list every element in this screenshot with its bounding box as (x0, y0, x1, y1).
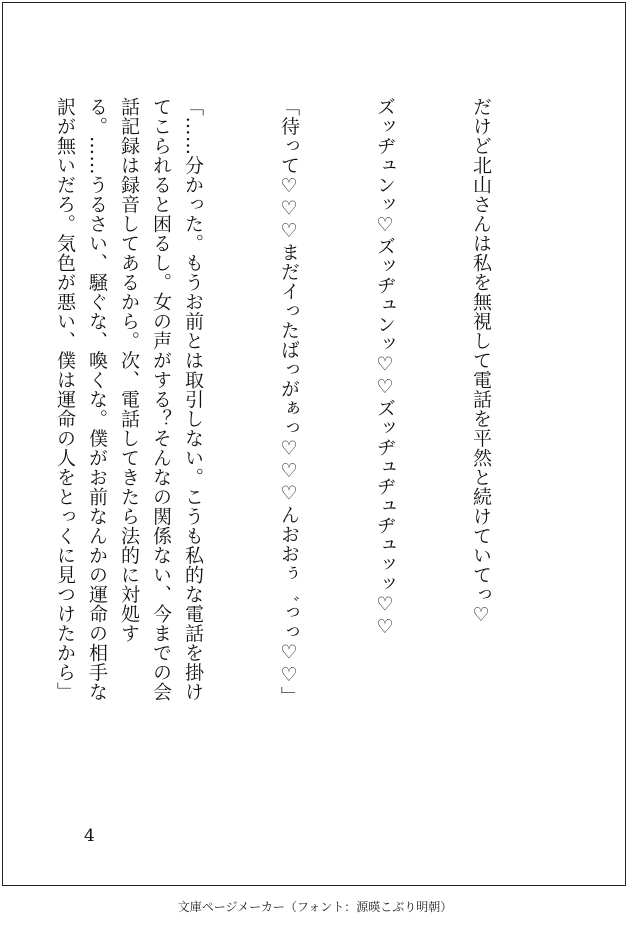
footer-credit: 文庫ページメーカー（フォント：源暎こぶり明朝） (177, 900, 453, 914)
text-line: 「……分かった。もうお前とは取引しない。こうも私的な電話を掛けてこられると困るし。女の声がする？そんなの関係ない、今までの会話記録は録音してあるから。次、電話してきたら法的に対処する。……うるさい、騒ぐな、喚くな。僕がお前なんかの運命の相手な訳が無いだろ。気色が悪い、僕は運命の人をとっくに見つけたから」 (54, 97, 204, 702)
text-line: だけど北山さんは私を無視して電話を平然と続けていてっ♡ (470, 97, 492, 627)
page-frame (2, 2, 626, 886)
text-line: ズッヂュンッ♡ズッヂュンッ♡♡ズッヂュヂュヂュッッ♡♡ (374, 97, 396, 639)
text-line: 「待って♡♡♡まだイったばっがぁっ♡♡♡んおおぅ゛っっ♡♡」 (278, 97, 300, 706)
vertical-text-body (0, 97, 561, 717)
page-number: 4 (84, 826, 95, 846)
